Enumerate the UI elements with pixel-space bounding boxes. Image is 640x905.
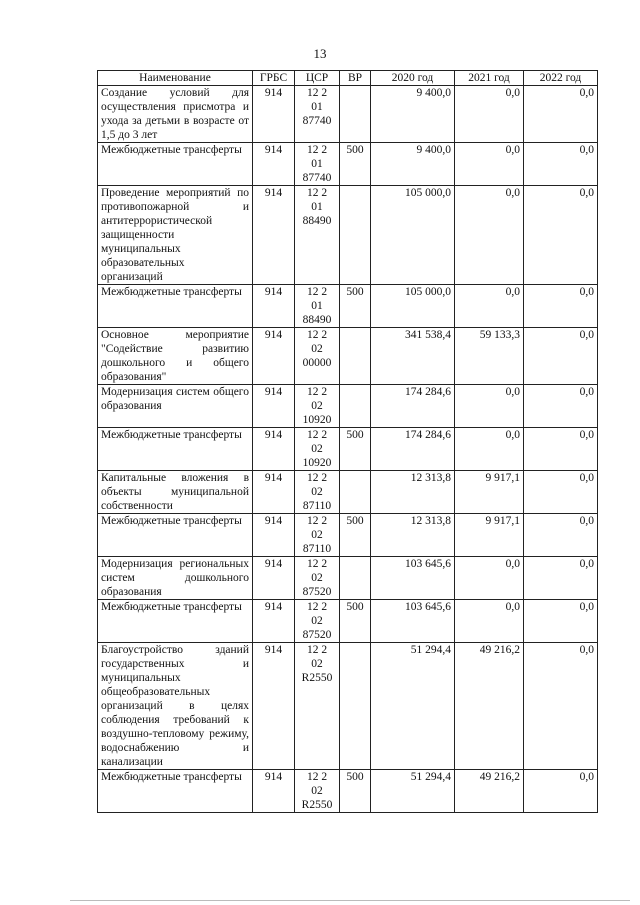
cell-name: Благоустройство зданий государственных и муниципальных общеобразовательных организаций в целях соблюдения требований к воздушно-тепловому режиму, водоснабжению и канализации [98,643,253,770]
csr-code-part: 87740 [302,172,332,184]
cell-2021: 0,0 [455,557,524,600]
cell-2020: 9 400,0 [371,86,455,143]
cell-vr [340,328,371,385]
cell-2022: 0,0 [524,86,598,143]
scan-edge-divider [70,900,630,901]
cell-grbs: 914 [253,285,295,328]
csr-code-part: 12 2 [306,558,328,570]
cell-name: Межбюджетные трансферты [98,143,253,186]
csr-code-part: 10920 [302,457,332,469]
column-header-grbs: ГРБС [253,71,295,86]
csr-code-part: 02 [311,400,323,412]
cell-2022: 0,0 [524,600,598,643]
cell-2021: 9 917,1 [455,471,524,514]
cell-2022: 0,0 [524,328,598,385]
cell-2022: 0,0 [524,557,598,600]
cell-csr [295,514,340,557]
csr-code-part: 12 2 [306,286,328,298]
cell-2020: 341 538,4 [371,328,455,385]
column-header-name: Наименование [98,71,253,86]
column-header-2020: 2020 год [371,71,455,86]
cell-2021: 49 216,2 [455,770,524,813]
csr-code-part: 12 2 [306,187,328,199]
csr-code-part: 12 2 [306,386,328,398]
cell-grbs: 914 [253,471,295,514]
table-row [98,471,598,514]
cell-2021: 0,0 [455,285,524,328]
cell-2020: 105 000,0 [371,186,455,285]
csr-code-part: 02 [311,615,323,627]
cell-csr [295,285,340,328]
cell-name: Основное мероприятие "Содействие развитию дошкольного и общего образования" [98,328,253,385]
csr-code-part: 01 [311,158,323,170]
cell-csr [295,385,340,428]
cell-2020: 51 294,4 [371,770,455,813]
csr-code-part: 02 [311,658,323,670]
csr-code-part: 02 [311,572,323,584]
cell-name: Межбюджетные трансферты [98,600,253,643]
csr-code-part: 01 [311,201,323,213]
cell-vr [340,643,371,770]
csr-code-part: 87110 [302,543,332,555]
cell-vr: 500 [340,514,371,557]
csr-code-part: 02 [311,785,323,797]
cell-csr [295,471,340,514]
cell-2022: 0,0 [524,186,598,285]
cell-vr: 500 [340,428,371,471]
cell-grbs: 914 [253,557,295,600]
csr-code-part: 12 2 [306,144,328,156]
csr-code-part: 12 2 [306,601,328,613]
cell-grbs: 914 [253,86,295,143]
csr-code-part: 02 [311,443,323,455]
csr-code-part: 12 2 [306,771,328,783]
csr-code-part: 12 2 [306,87,328,99]
csr-code-part: 01 [311,300,323,312]
csr-code-part: 87520 [302,629,332,641]
csr-code-part: 12 2 [306,429,328,441]
table-body [98,86,598,813]
cell-2022: 0,0 [524,143,598,186]
csr-code-part: 00000 [302,357,332,369]
cell-vr: 500 [340,770,371,813]
cell-vr [340,186,371,285]
cell-grbs: 914 [253,514,295,557]
cell-2020: 174 284,6 [371,428,455,471]
cell-name: Капитальные вложения в объекты муниципальной собственности [98,471,253,514]
cell-2022: 0,0 [524,385,598,428]
table-row [98,328,598,385]
column-header-2021: 2021 год [455,71,524,86]
table-row [98,143,598,186]
cell-2021: 0,0 [455,600,524,643]
table-row [98,385,598,428]
table-row [98,600,598,643]
cell-2020: 103 645,6 [371,557,455,600]
cell-grbs: 914 [253,770,295,813]
csr-code-part: 12 2 [306,644,328,656]
cell-csr [295,557,340,600]
cell-name: Межбюджетные трансферты [98,285,253,328]
cell-grbs: 914 [253,328,295,385]
cell-2022: 0,0 [524,428,598,471]
cell-vr: 500 [340,285,371,328]
cell-2020: 12 313,8 [371,471,455,514]
cell-name: Проведение мероприятий по противопожарной и антитеррористической защищенности муниципальных образовательных организаций [98,186,253,285]
csr-code-part: 02 [311,529,323,541]
csr-code-part: 01 [311,101,323,113]
cell-csr [295,86,340,143]
table-row [98,514,598,557]
cell-grbs: 914 [253,385,295,428]
csr-code-part: 02 [311,343,323,355]
cell-2021: 0,0 [455,186,524,285]
csr-code-part: 12 2 [306,329,328,341]
csr-code-part: 87740 [302,115,332,127]
csr-code-part: 10920 [302,414,332,426]
cell-2021: 59 133,3 [455,328,524,385]
cell-csr [295,186,340,285]
column-header-vr: ВР [340,71,371,86]
cell-vr: 500 [340,600,371,643]
cell-grbs: 914 [253,428,295,471]
cell-grbs: 914 [253,186,295,285]
cell-csr [295,643,340,770]
cell-2021: 49 216,2 [455,643,524,770]
cell-2022: 0,0 [524,471,598,514]
cell-csr [295,600,340,643]
cell-2021: 0,0 [455,385,524,428]
cell-csr [295,428,340,471]
cell-vr [340,557,371,600]
cell-2020: 174 284,6 [371,385,455,428]
csr-code-part: 87110 [302,500,332,512]
cell-name: Модернизация региональных систем дошкольного образования [98,557,253,600]
csr-code-part: 12 2 [306,515,328,527]
csr-code-part: 02 [311,486,323,498]
cell-grbs: 914 [253,643,295,770]
cell-csr [295,143,340,186]
cell-name: Создание условий для осуществления присмотра и ухода за детьми в возрасте от 1,5 до 3 лет [98,86,253,143]
cell-csr [295,770,340,813]
table-row [98,428,598,471]
cell-2021: 0,0 [455,86,524,143]
cell-2022: 0,0 [524,514,598,557]
csr-code-part: 12 2 [306,472,328,484]
cell-name: Межбюджетные трансферты [98,514,253,557]
cell-grbs: 914 [253,600,295,643]
table-row [98,186,598,285]
csr-code-part: R2550 [301,672,333,684]
cell-vr: 500 [340,143,371,186]
table-row [98,285,598,328]
cell-vr [340,471,371,514]
cell-2020: 9 400,0 [371,143,455,186]
cell-2020: 12 313,8 [371,514,455,557]
csr-code-part: 87520 [302,586,332,598]
cell-2022: 0,0 [524,643,598,770]
cell-name: Модернизация систем общего образования [98,385,253,428]
cell-2021: 0,0 [455,143,524,186]
cell-2020: 105 000,0 [371,285,455,328]
csr-code-part: R2550 [301,799,333,811]
cell-2022: 0,0 [524,285,598,328]
table-row [98,770,598,813]
column-header-2022: 2022 год [524,71,598,86]
cell-csr [295,328,340,385]
cell-2021: 9 917,1 [455,514,524,557]
table-header-row [98,71,598,86]
cell-grbs: 914 [253,143,295,186]
table-row [98,643,598,770]
cell-name: Межбюджетные трансферты [98,770,253,813]
csr-code-part: 88490 [302,215,332,227]
budget-table [97,70,598,813]
table-row [98,557,598,600]
table-row [98,86,598,143]
cell-2022: 0,0 [524,770,598,813]
cell-2020: 51 294,4 [371,643,455,770]
cell-2020: 103 645,6 [371,600,455,643]
csr-code-part: 88490 [302,314,332,326]
column-header-csr: ЦСР [295,71,340,86]
cell-vr [340,86,371,143]
cell-name: Межбюджетные трансферты [98,428,253,471]
page-number: 13 [313,46,327,61]
cell-2021: 0,0 [455,428,524,471]
cell-vr [340,385,371,428]
